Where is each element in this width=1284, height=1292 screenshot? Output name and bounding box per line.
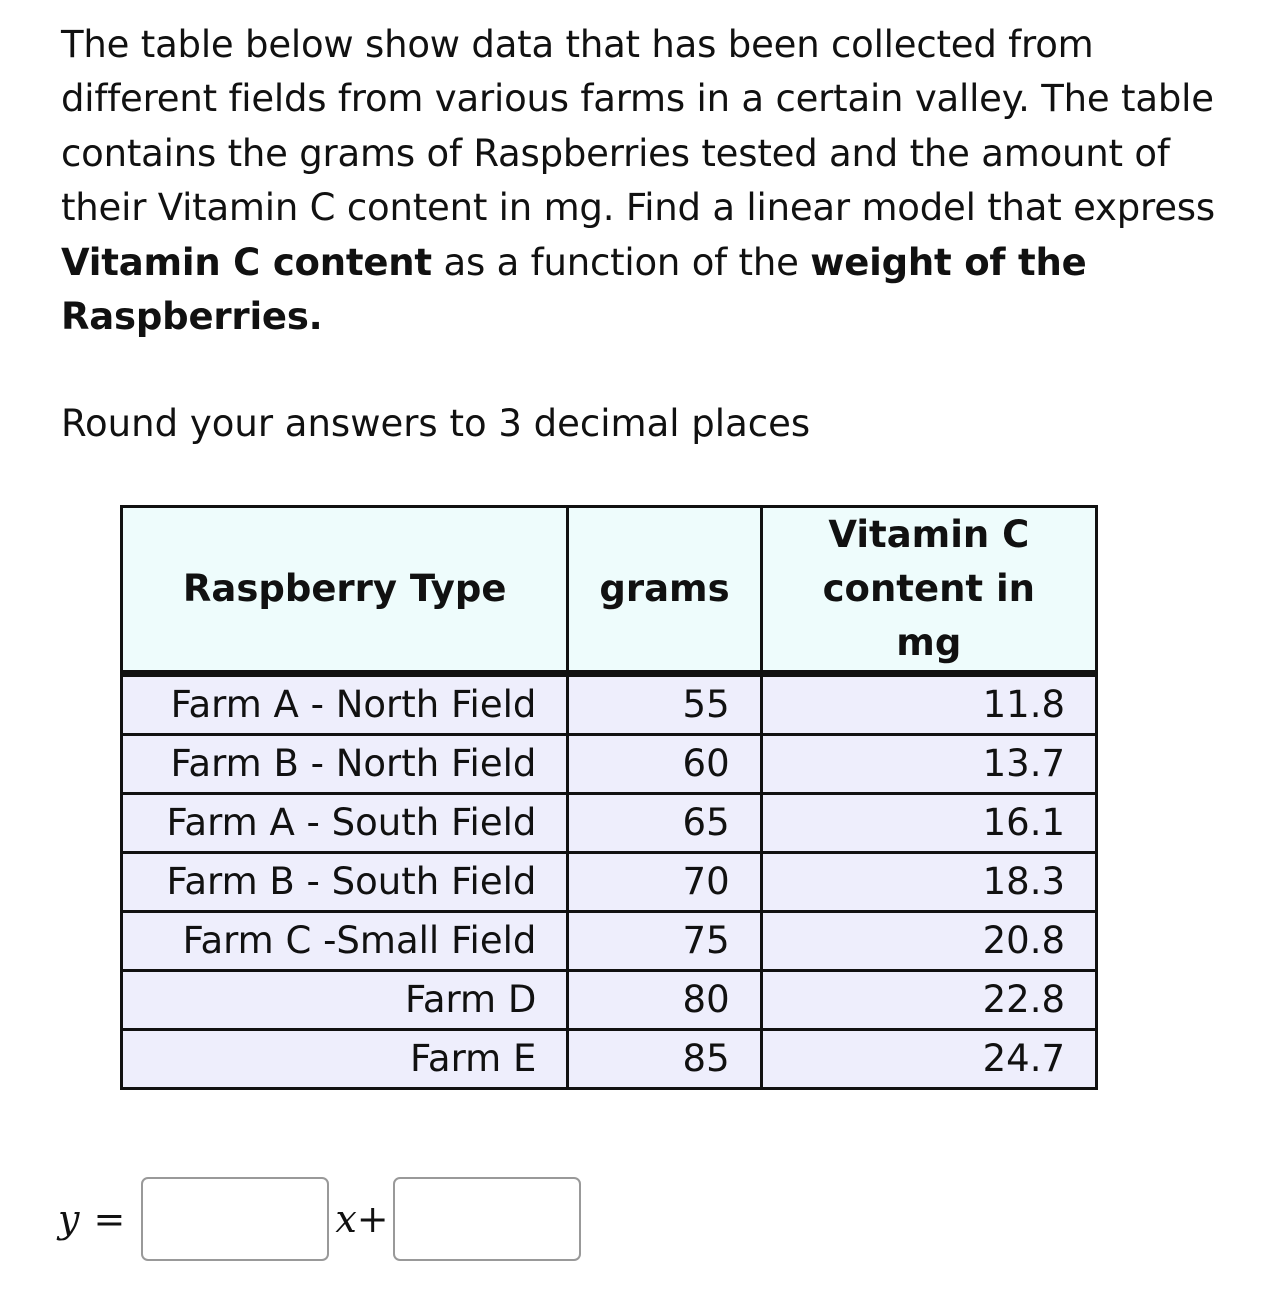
- table-row: [122, 853, 1097, 912]
- header-grams: grams: [568, 507, 761, 674]
- equation-plus-sign: +: [356, 1197, 389, 1241]
- table-header: [122, 507, 1097, 674]
- cell-grams: 85: [568, 1030, 761, 1089]
- cell-type: Farm B - South Field: [122, 853, 568, 912]
- table-row: [122, 794, 1097, 853]
- cell-grams: 70: [568, 853, 761, 912]
- problem-intro: The table below show data that has been collected from different fields from various farms in a certain valley. The table contains the grams of Raspberries tested and the amount of their Vitamin C content in mg. Find a linear model that express: [61, 23, 1215, 230]
- cell-grams: 60: [568, 735, 761, 794]
- cell-grams: 75: [568, 912, 761, 971]
- header-raspberry-type: Raspberry Type: [122, 507, 568, 674]
- cell-vitamin: 18.3: [761, 853, 1096, 912]
- cell-vitamin: 24.7: [761, 1030, 1096, 1089]
- equation-y-variable: y: [58, 1197, 80, 1241]
- cell-grams: 65: [568, 794, 761, 853]
- header-vitamin-c: [761, 507, 1096, 674]
- table-row: [122, 674, 1097, 735]
- data-table: [120, 505, 1098, 1090]
- cell-type: Farm A - North Field: [122, 674, 568, 735]
- cell-type: Farm D: [122, 971, 568, 1030]
- table-row: [122, 735, 1097, 794]
- equation-equals-sign: =: [93, 1197, 126, 1241]
- table-body: [122, 674, 1097, 1089]
- header-vitamin-line1: Vitamin C: [828, 513, 1030, 556]
- problem-end: .: [308, 295, 323, 339]
- cell-vitamin: 16.1: [761, 794, 1096, 853]
- cell-type: Farm A - South Field: [122, 794, 568, 853]
- problem-middle: as a function of the: [431, 240, 811, 284]
- table-row: [122, 912, 1097, 971]
- cell-type: Farm C -Small Field: [122, 912, 568, 971]
- table-row: [122, 1030, 1097, 1089]
- cell-grams: 80: [568, 971, 761, 1030]
- cell-vitamin: 11.8: [761, 674, 1096, 735]
- header-vitamin-line2: content in mg: [822, 567, 1036, 664]
- slope-input[interactable]: [141, 1177, 329, 1261]
- table-header-row: [122, 507, 1097, 674]
- cell-vitamin: 13.7: [761, 735, 1096, 794]
- cell-grams: 55: [568, 674, 761, 735]
- answer-equation: [58, 1174, 581, 1264]
- problem-bold-vitamin: Vitamin C content: [61, 240, 432, 284]
- problem-bold-weight: weight of the Raspberries: [61, 240, 1087, 339]
- intercept-input[interactable]: [393, 1177, 581, 1261]
- round-instruction: Round your answers to 3 decimal places: [61, 402, 811, 445]
- cell-type: Farm E: [122, 1030, 568, 1089]
- cell-vitamin: 20.8: [761, 912, 1096, 971]
- problem-statement: [61, 18, 1251, 344]
- cell-vitamin: 22.8: [761, 971, 1096, 1030]
- equation-x-variable: x: [335, 1197, 357, 1241]
- table-row: [122, 971, 1097, 1030]
- cell-type: Farm B - North Field: [122, 735, 568, 794]
